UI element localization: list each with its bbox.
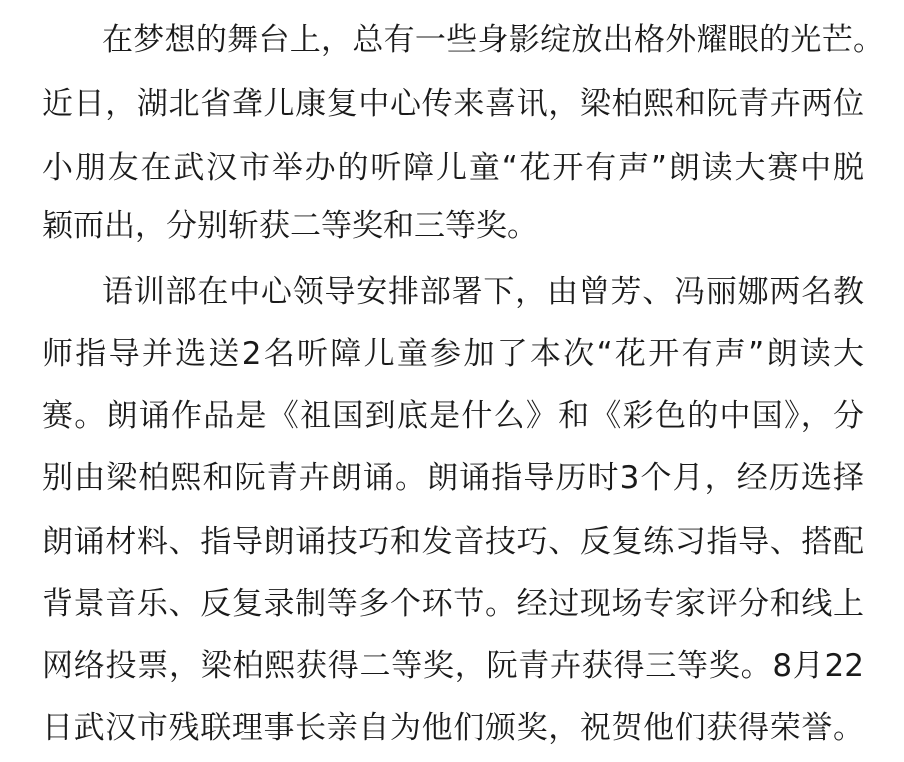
text-line: 语训部在中心领导安排部署下，由曾芳、冯丽娜两名教 xyxy=(102,274,864,310)
text-line: 赛。朗诵作品是《祖国到底是什么》和《彩色的中国》，分 xyxy=(42,398,864,434)
text-line: 日武汉市残联理事长亲自为他们颁奖，祝贺他们获得荣誉。 xyxy=(42,710,864,746)
text-line: 小朋友在武汉市举办的听障儿童“花开有声”朗读大赛中脱 xyxy=(42,150,864,186)
text-line: 近日，湖北省聋儿康复中心传来喜讯，梁柏熙和阮青卉两位 xyxy=(42,86,864,122)
text-line: 师指导并选送2名听障儿童参加了本次“花开有声”朗读大 xyxy=(42,336,864,372)
text-line: 朗诵材料、指导朗诵技巧和发音技巧、反复练习指导、搭配 xyxy=(42,524,864,560)
text-line: 别由梁柏熙和阮青卉朗诵。朗诵指导历时3个月，经历选择 xyxy=(42,460,864,496)
text-line: 在梦想的舞台上，总有一些身影绽放出格外耀眼的光芒。 xyxy=(102,22,884,58)
text-line: 背景音乐、反复录制等多个环节。经过现场专家评分和线上 xyxy=(42,586,864,622)
text-line: 网络投票，梁柏熙获得二等奖，阮青卉获得三等奖。8月22 xyxy=(42,648,864,684)
text-line: 颖而出，分别斩获二等奖和三等奖。 xyxy=(42,208,538,244)
